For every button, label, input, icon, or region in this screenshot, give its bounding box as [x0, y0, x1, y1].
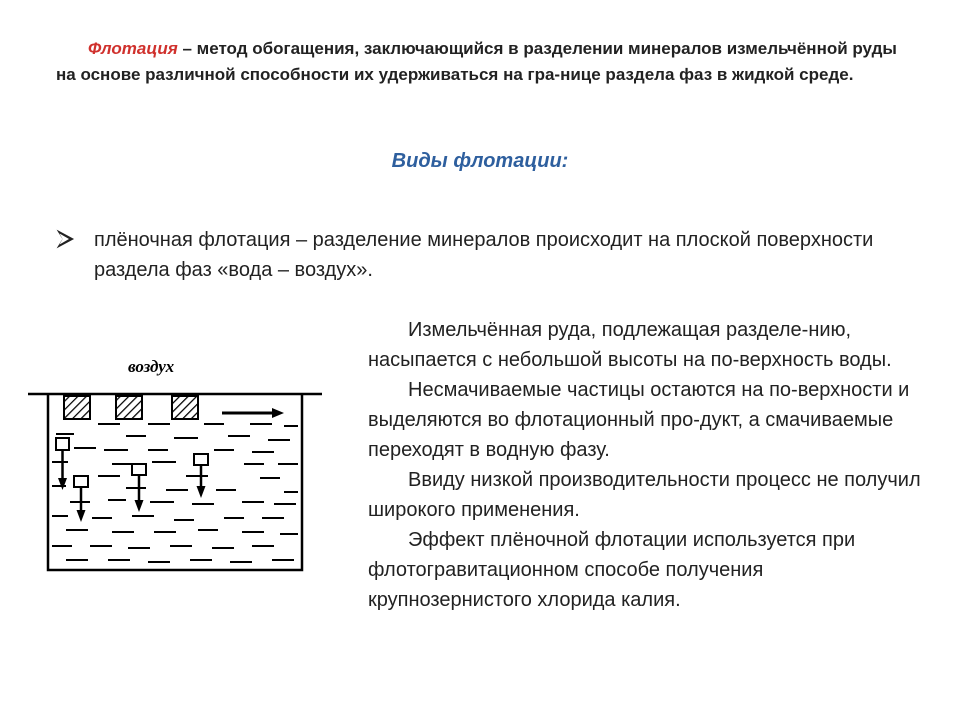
paragraph: Несмачиваемые частицы остаются на по-верхности и выделяются во флотационный про-дукт, а смачиваемые переходят в водную фазу. — [368, 379, 910, 461]
bullet-text: плёночная флотация – разделение минералов происходит на плоской поверхности раздела фаз «вода – воздух». — [94, 229, 874, 281]
definition — [56, 36, 906, 88]
floating-particle — [172, 396, 198, 419]
section-heading: Виды флотации: — [391, 150, 569, 172]
sinking-particle — [56, 438, 69, 490]
arrow-bullet-icon — [56, 229, 76, 253]
bullet-item — [56, 225, 906, 285]
paragraph: Ввиду низкой производительности процесс не получил широкого применения. — [368, 469, 921, 521]
water-dashes — [52, 424, 298, 562]
definition-term: Флотация — [88, 39, 178, 58]
paragraph: Эффект плёночной флотации используется при флотогравитационном способе получения крупнозернистого хлорида калия. — [368, 529, 856, 611]
floating-particle — [116, 396, 142, 419]
definition-text: – метод обогащения, заключающийся в разделении минералов измельчённой руды на основе различной способности их удерживаться на гра-нице раздела фаз в жидкой среде. — [56, 39, 897, 84]
flotation-diagram — [28, 352, 332, 578]
description — [368, 315, 928, 615]
arrow-head — [272, 408, 284, 418]
air-label: воздух — [128, 357, 175, 376]
paragraph: Измельчённая руда, подлежащая разделе-нию, насыпается с небольшой высоты на по-верхность воды. — [368, 319, 892, 371]
floating-particle — [64, 396, 90, 419]
sinking-particle — [74, 476, 88, 522]
